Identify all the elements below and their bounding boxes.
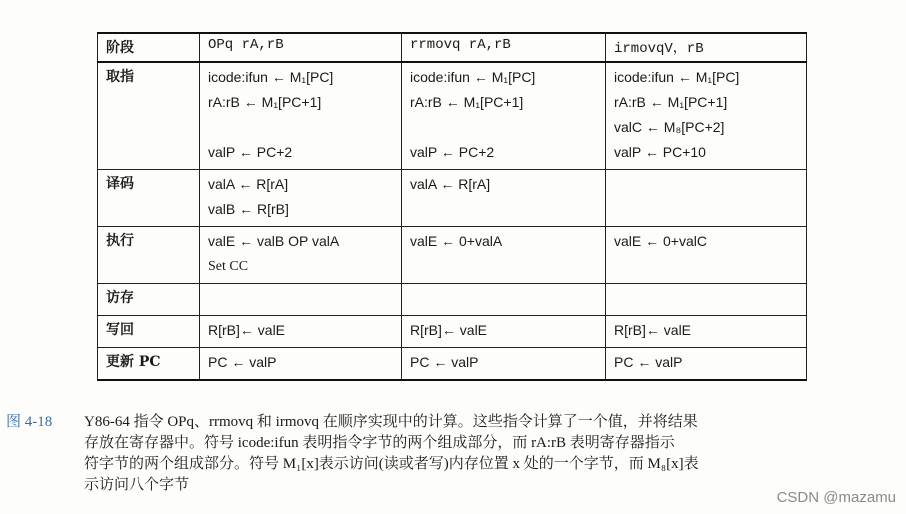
cell-decode-col2: [402, 170, 606, 227]
cell-line: valC ← M₈[PC+2]: [614, 119, 725, 135]
cell-decode-col1: [200, 170, 402, 227]
cell-line: Set CC: [208, 259, 249, 274]
cell-line: valE ← valB OP valA: [208, 233, 340, 249]
cell-line: PC ← valP: [614, 354, 683, 370]
header-rrmovq: rrmovq rA,rB: [402, 33, 606, 62]
cell-line: valE ← 0+valC: [614, 233, 707, 249]
cell-line: valP ← PC+10: [614, 144, 706, 160]
empty-line: [614, 287, 798, 312]
caption-line-2: 存放在寄存器中。符号 icode:ifun 表明指令字节的两个组成部分，而 rA:rB 表明寄存器指示: [84, 435, 675, 451]
cell-line: valP ← PC+2: [410, 144, 495, 160]
empty-line: [410, 287, 597, 312]
cell-line: valA ← R[rA]: [208, 176, 289, 192]
cell-line: R[rB]← valE: [410, 322, 488, 338]
table-row-decode: [98, 170, 807, 227]
cell-line: [410, 116, 597, 141]
cell-line: icode:ifun ← M₁[PC]: [410, 69, 536, 85]
caption-line-1: Y86-64 指令 OPq、rrmovq 和 irmovq 在顺序实现中的计算。这些指令计算了一个值，并将结果: [84, 414, 698, 430]
cell-line: rA:rB ← M₁[PC+1]: [410, 94, 524, 110]
cell-line: [208, 116, 393, 141]
cell-execute-col3: [606, 227, 807, 284]
cell-writeback-col2: [402, 316, 606, 348]
cell-fetch-col1: [200, 62, 402, 170]
cell-line: PC ← valP: [410, 354, 479, 370]
caption-label: 图 4-18: [6, 414, 53, 430]
empty-line: [614, 173, 798, 198]
stage-label: 译码: [98, 170, 200, 227]
cell-line: valP ← PC+2: [208, 144, 293, 160]
figure-caption: [6, 412, 896, 496]
stage-label: 访存: [98, 284, 200, 316]
cell-line: icode:ifun ← M₁[PC]: [208, 69, 334, 85]
cell-line: R[rB]← valE: [614, 322, 692, 338]
header-opq: OPq rA,rB: [200, 33, 402, 62]
cell-line: PC ← valP: [208, 354, 277, 370]
cell-line: R[rB]← valE: [208, 322, 286, 338]
stage-label: 写回: [98, 316, 200, 348]
caption-line-4: 示访问八个字节: [84, 477, 190, 493]
cell-execute-col1: [200, 227, 402, 284]
cell-line: valB ← R[rB]: [208, 201, 289, 217]
table-row-pc-update: [98, 348, 807, 381]
cell-writeback-col3: [606, 316, 807, 348]
cell-line: rA:rB ← M₁[PC+1]: [614, 94, 728, 110]
cell-line: valE ← 0+valA: [410, 233, 503, 249]
cell-fetch-col3: [606, 62, 807, 170]
cell-execute-col2: [402, 227, 606, 284]
cell-pc-update-col3: [606, 348, 807, 381]
cell-memory-col2: [402, 284, 606, 316]
cell-memory-col1: [200, 284, 402, 316]
stage-label: 更新 PC: [98, 348, 200, 381]
table-row-fetch: [98, 62, 807, 170]
cell-line: rA:rB ← M₁[PC+1]: [208, 94, 322, 110]
cell-line: icode:ifun ← M₁[PC]: [614, 69, 740, 85]
cell-line: valA ← R[rA]: [410, 176, 491, 192]
caption-line-3: 符字节的两个组成部分。符号 M₁[x]表示访问(读或者写)内存位置 x 处的一个字节，而 M₈[x]表: [84, 456, 699, 472]
cell-pc-update-col2: [402, 348, 606, 381]
stage-label: 取指: [98, 62, 200, 170]
header-irmovq: irmovqV，rB: [606, 33, 807, 62]
table-row-memory: [98, 284, 807, 316]
header-stage: 阶段: [98, 33, 200, 62]
table-row-execute: [98, 227, 807, 284]
watermark: CSDN @mazamu: [776, 489, 896, 506]
computation-table: [97, 32, 807, 381]
cell-memory-col3: [606, 284, 807, 316]
empty-line: [208, 287, 393, 312]
cell-decode-col3: [606, 170, 807, 227]
stage-label: 执行: [98, 227, 200, 284]
table-row-writeback: [98, 316, 807, 348]
cell-pc-update-col1: [200, 348, 402, 381]
cell-fetch-col2: [402, 62, 606, 170]
cell-writeback-col1: [200, 316, 402, 348]
table-header-row: [98, 33, 807, 62]
